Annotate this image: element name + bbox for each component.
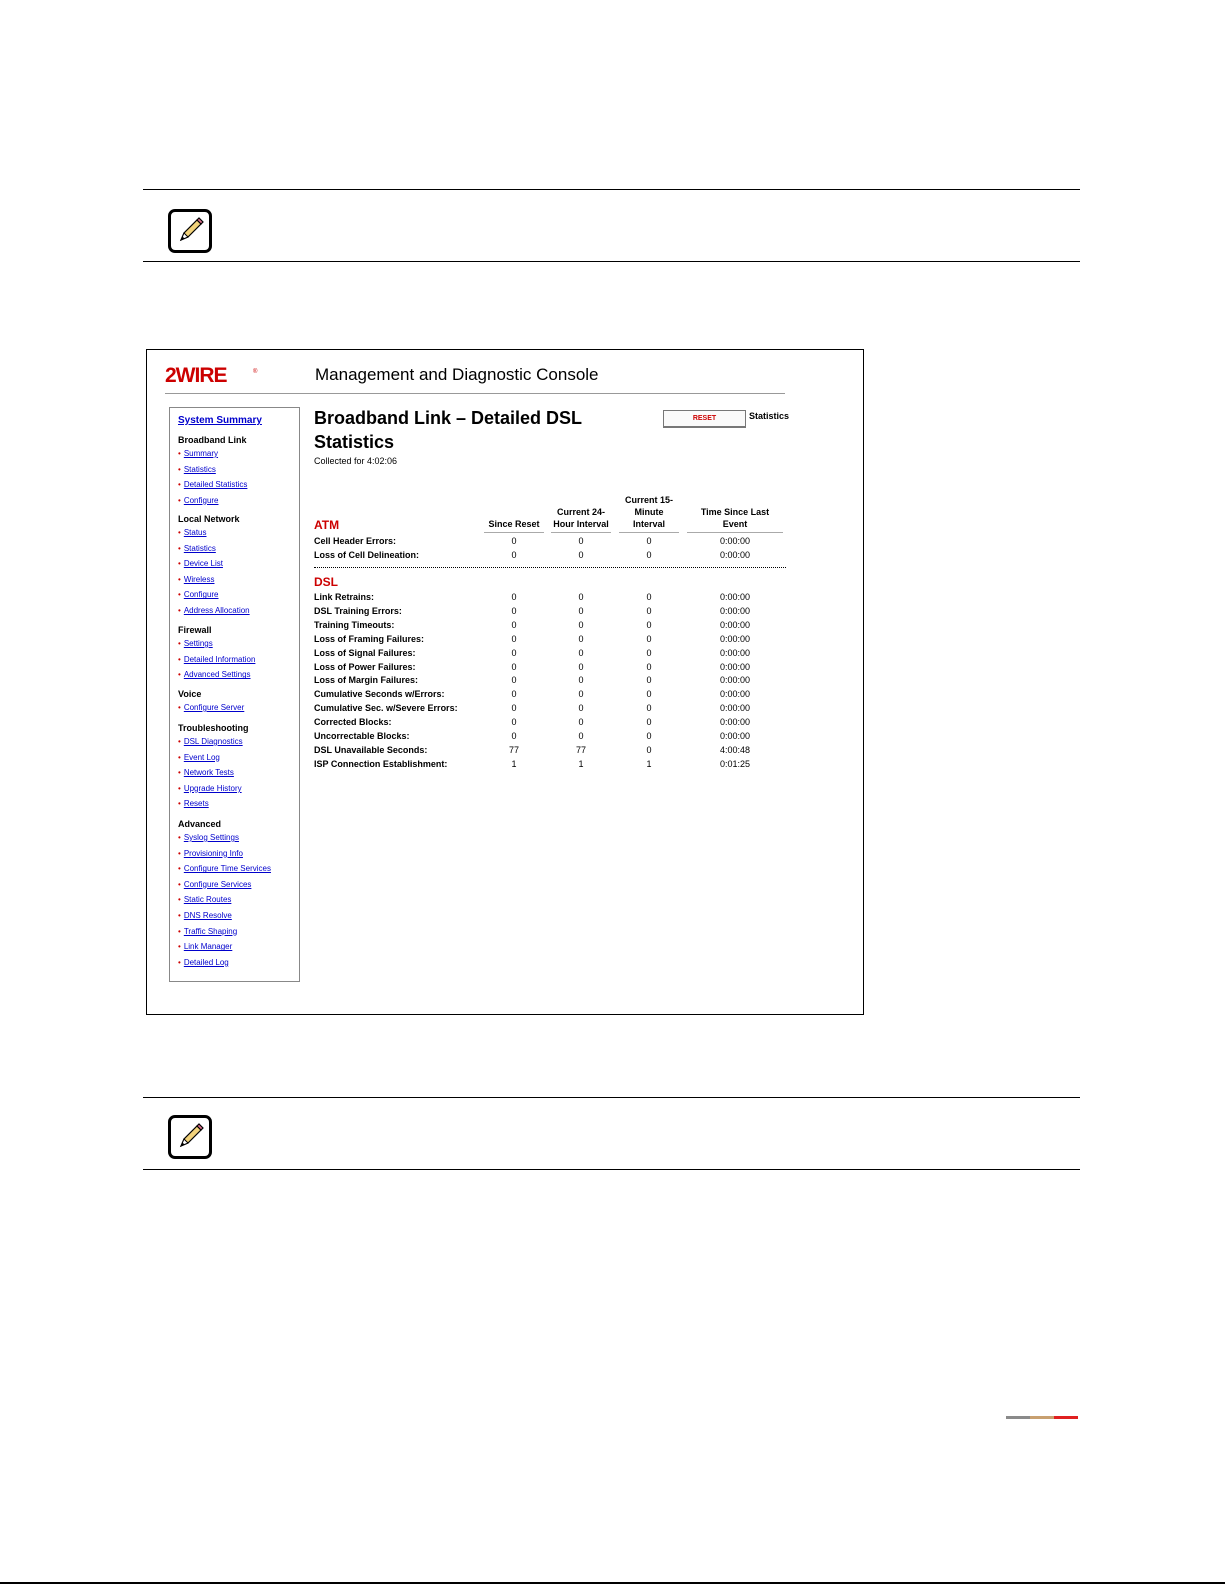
note2-top-rule xyxy=(143,1097,1080,1098)
stat-value: 0 xyxy=(578,605,584,616)
stat-value: 0 xyxy=(646,592,652,602)
stat-label: Loss of Power Failures: xyxy=(314,661,416,672)
stat-value: 0:00:00 xyxy=(719,703,751,714)
bullet-icon: • xyxy=(178,590,181,600)
bullet-icon: • xyxy=(178,639,181,648)
svg-text:2WIRE: 2WIRE xyxy=(165,366,227,386)
sidebar-item-link[interactable]: Syslog Settings xyxy=(183,833,239,842)
bullet-icon: • xyxy=(178,926,181,936)
stat-value: 0 xyxy=(578,592,584,602)
sidebar-item-link[interactable]: Wireless xyxy=(183,574,215,584)
stat-value: 0:00:00 xyxy=(719,592,751,602)
bullet-icon: • xyxy=(178,799,181,809)
stat-label: Loss of Cell Delineation: xyxy=(314,549,420,560)
stat-value: 0 xyxy=(646,689,652,700)
sidebar-item-link[interactable]: Device List xyxy=(183,559,223,569)
stat-value: 0 xyxy=(511,619,517,630)
column-header-rule xyxy=(687,532,783,533)
stat-value: 0 xyxy=(578,731,584,741)
stat-label: Corrected Blocks: xyxy=(314,717,392,728)
sidebar-item-advanced-configure-time-services[interactable] xyxy=(178,864,271,873)
sidebar-item-troubleshooting-resets[interactable] xyxy=(178,799,209,808)
sidebar-item-link[interactable]: Detailed Statistics xyxy=(183,480,248,490)
collected-duration: Collected for 4:02:06 xyxy=(314,456,398,466)
stat-value: 0 xyxy=(646,633,652,644)
sidebar-item-link[interactable]: DSL Diagnostics xyxy=(183,737,243,746)
bullet-icon: • xyxy=(178,768,181,778)
console-title: Management and Diagnostic Console xyxy=(315,365,599,384)
sidebar-item-link[interactable]: Configure Time Services xyxy=(183,864,271,874)
bullet-icon: • xyxy=(178,495,181,505)
bullet-icon: • xyxy=(178,957,181,967)
bullet-icon: • xyxy=(178,911,181,920)
column-header-rule xyxy=(619,532,679,533)
stat-value: 0 xyxy=(511,549,517,560)
stat-value: 1 xyxy=(646,758,652,769)
stat-value: 0 xyxy=(646,717,652,728)
sidebar-item-advanced-syslog-settings[interactable] xyxy=(178,833,239,842)
stat-value: 0:00:00 xyxy=(719,549,751,560)
footer-color-bars xyxy=(1006,1416,1078,1419)
sidebar-item-link[interactable]: Configure xyxy=(183,590,219,600)
stat-label: DSL Training Errors: xyxy=(314,605,402,616)
sidebar-group-firewall: Firewall xyxy=(178,625,212,635)
pencil-note-icon xyxy=(168,1115,212,1159)
stat-value: 0:00:00 xyxy=(719,661,751,672)
sidebar-item-troubleshooting-network-tests[interactable] xyxy=(178,768,234,777)
sidebar-item-voice-configure-server[interactable] xyxy=(178,703,244,712)
sidebar-item-link[interactable]: Summary xyxy=(183,449,219,458)
stat-label: Cumulative Seconds w/Errors: xyxy=(314,689,445,700)
column-header: Time Since Last Event xyxy=(700,507,770,529)
bullet-icon: • xyxy=(178,848,181,858)
section-divider xyxy=(314,567,786,568)
stat-value: 0 xyxy=(578,536,584,546)
stat-value: 0 xyxy=(646,744,652,755)
stat-value: 0 xyxy=(511,647,517,658)
bullet-icon: • xyxy=(178,559,181,569)
sidebar-item-local-network-device-list[interactable] xyxy=(178,559,223,568)
bullet-icon: • xyxy=(178,864,181,874)
column-header-rule xyxy=(551,532,611,533)
sidebar-group-advanced: Advanced xyxy=(178,819,222,829)
sidebar-item-firewall-advanced-settings[interactable] xyxy=(178,670,251,679)
stat-value: 0 xyxy=(511,536,517,546)
sidebar-item-troubleshooting-dsl-diagnostics[interactable] xyxy=(178,737,243,746)
stat-value: 0:00:00 xyxy=(719,717,751,728)
reset-button-label: Statistics xyxy=(749,411,790,421)
sidebar-item-link[interactable]: Status xyxy=(183,528,207,537)
sidebar-item-link[interactable]: Traffic Shaping xyxy=(183,926,238,936)
stat-value: 0 xyxy=(511,675,517,686)
bullet-icon: • xyxy=(178,528,181,537)
sidebar-item-link[interactable]: Address Allocation xyxy=(183,606,250,615)
sidebar-item-advanced-dns-resolve[interactable] xyxy=(178,911,232,920)
stat-value: 0 xyxy=(511,703,517,714)
stat-value: 0 xyxy=(578,647,584,658)
sidebar-item-local-network-address-allocation[interactable] xyxy=(178,606,250,615)
sidebar-item-link[interactable]: Event Log xyxy=(183,752,220,762)
sidebar-system-summary-link[interactable]: System Summary xyxy=(178,415,262,426)
sidebar-item-local-network-status[interactable] xyxy=(178,528,207,537)
note2-bottom-rule xyxy=(143,1169,1080,1170)
note-bottom-rule xyxy=(143,261,1080,262)
sidebar-item-local-network-statistics[interactable] xyxy=(178,544,216,553)
sidebar-item-advanced-traffic-shaping[interactable] xyxy=(178,927,237,936)
sidebar-nav xyxy=(169,407,300,982)
stat-value: 0 xyxy=(578,661,584,672)
stat-value: 0:00:00 xyxy=(719,731,751,741)
footer-bar-red xyxy=(1054,1416,1078,1419)
sidebar-item-link[interactable]: Provisioning Info xyxy=(183,848,243,858)
note-top-rule xyxy=(143,189,1080,190)
stat-value: 0 xyxy=(511,633,517,644)
stat-label: DSL Unavailable Seconds: xyxy=(314,744,428,755)
stat-value: 0 xyxy=(578,689,584,700)
stat-value: 0 xyxy=(646,536,652,546)
sidebar-group-local-network: Local Network xyxy=(178,514,240,524)
sidebar-item-broadband-link-statistics[interactable] xyxy=(178,465,216,474)
stat-value: 0 xyxy=(511,717,517,728)
stat-value: 0:00:00 xyxy=(719,536,751,546)
stat-value: 0 xyxy=(578,549,584,560)
stat-value: 0:01:25 xyxy=(719,758,751,769)
footer-bar-gray xyxy=(1006,1416,1030,1419)
sidebar-item-advanced-configure-services[interactable] xyxy=(178,880,251,889)
title-divider xyxy=(165,393,785,394)
stat-value: 77 xyxy=(508,744,519,755)
bullet-icon: • xyxy=(178,670,181,680)
stat-label: ISP Connection Establishment: xyxy=(314,758,448,769)
bullet-icon: • xyxy=(178,654,181,664)
bullet-icon: • xyxy=(178,464,181,474)
stat-label: Loss of Framing Failures: xyxy=(314,633,425,644)
stat-value: 0:00:00 xyxy=(719,619,751,630)
sidebar-item-link[interactable]: Statistics xyxy=(183,543,216,553)
footer-bar-tan xyxy=(1030,1416,1054,1419)
sidebar-item-local-network-configure[interactable] xyxy=(178,590,219,599)
bullet-icon: • xyxy=(178,703,181,712)
bullet-icon: • xyxy=(178,606,181,615)
stat-value: 0:00:00 xyxy=(719,647,751,658)
sidebar-item-link[interactable]: Detailed Log xyxy=(183,957,229,967)
stat-value: 0 xyxy=(511,661,517,672)
bullet-icon: • xyxy=(178,833,181,842)
sidebar-item-link[interactable]: Configure Server xyxy=(183,703,245,712)
sidebar-item-link[interactable]: Advanced Settings xyxy=(183,670,251,680)
sidebar-item-firewall-detailed-information[interactable] xyxy=(178,655,255,664)
stat-value: 1 xyxy=(511,758,517,769)
page-title: Broadband Link – Detailed DSL Statistics xyxy=(314,408,582,452)
stat-value: 0 xyxy=(578,675,584,686)
sidebar-item-link[interactable]: Link Manager xyxy=(183,942,233,952)
stat-label: Loss of Margin Failures: xyxy=(314,675,419,686)
stat-value: 77 xyxy=(575,744,586,755)
sidebar-item-advanced-detailed-log[interactable] xyxy=(178,958,229,967)
sidebar-item-link[interactable]: DNS Resolve xyxy=(183,911,232,920)
console-screenshot xyxy=(146,349,864,1015)
stat-value: 0:00:00 xyxy=(719,689,751,700)
svg-text:®: ® xyxy=(253,369,258,375)
stat-value: 0 xyxy=(646,703,652,714)
sidebar-item-advanced-provisioning-info[interactable] xyxy=(178,849,243,858)
stat-label: Loss of Signal Failures: xyxy=(314,647,416,658)
bullet-icon: • xyxy=(178,752,181,762)
sidebar-item-advanced-link-manager[interactable] xyxy=(178,942,232,951)
column-header: Current 15-Minute Interval xyxy=(624,495,673,529)
sidebar-item-local-network-wireless[interactable] xyxy=(178,575,214,584)
sidebar-item-link[interactable]: Statistics xyxy=(183,464,216,474)
sidebar-item-broadband-link-summary[interactable] xyxy=(178,449,218,458)
sidebar-item-broadband-link-detailed-statistics[interactable] xyxy=(178,480,247,489)
section-atm: ATM xyxy=(314,518,340,532)
sidebar-item-link[interactable]: Configure xyxy=(183,495,219,505)
stat-value: 0 xyxy=(578,703,584,714)
bullet-icon: • xyxy=(178,783,181,793)
2wire-logo xyxy=(165,366,261,386)
sidebar-item-link[interactable]: Configure Services xyxy=(183,879,252,889)
sidebar-item-link[interactable]: Static Routes xyxy=(183,895,232,905)
stat-value: 0 xyxy=(578,633,584,644)
stat-value: 0 xyxy=(578,619,584,630)
pencil-note-icon xyxy=(168,209,212,253)
sidebar-item-advanced-static-routes[interactable] xyxy=(178,895,231,904)
stat-value: 1 xyxy=(578,758,584,769)
bullet-icon: • xyxy=(178,449,181,458)
column-header: Since Reset xyxy=(488,519,540,529)
bullet-icon: • xyxy=(178,574,181,584)
bullet-icon: • xyxy=(178,480,181,490)
stat-value: 0 xyxy=(511,689,517,700)
stat-value: 0:00:00 xyxy=(719,675,751,686)
bullet-icon: • xyxy=(178,543,181,553)
sidebar-group-broadband-link: Broadband Link xyxy=(178,435,247,445)
stat-value: 0 xyxy=(646,605,652,616)
stat-value: 4:00:48 xyxy=(719,744,751,755)
stat-value: 0 xyxy=(578,717,584,728)
stat-label: Uncorrectable Blocks: xyxy=(314,731,410,741)
bullet-icon: • xyxy=(178,895,181,905)
stat-label: Training Timeouts: xyxy=(314,619,395,630)
stat-value: 0 xyxy=(646,647,652,658)
stat-value: 0 xyxy=(646,675,652,686)
column-header: Current 24-Hour Interval xyxy=(553,507,609,529)
stat-value: 0 xyxy=(646,661,652,672)
sidebar-item-troubleshooting-event-log[interactable] xyxy=(178,753,220,762)
stat-label: Link Retrains: xyxy=(314,592,375,602)
section-dsl: DSL xyxy=(314,575,338,589)
sidebar-item-troubleshooting-upgrade-history[interactable] xyxy=(178,784,242,793)
bullet-icon: • xyxy=(178,737,181,746)
stat-value: 0 xyxy=(511,592,517,602)
stat-value: 0 xyxy=(646,731,652,741)
bullet-icon: • xyxy=(178,942,181,952)
stat-label: Cumulative Sec. w/Severe Errors: xyxy=(314,703,458,714)
sidebar-group-troubleshooting: Troubleshooting xyxy=(178,723,249,733)
stat-value: 0 xyxy=(511,731,517,741)
reset-statistics-button[interactable]: RESET xyxy=(663,410,746,428)
stat-label: Cell Header Errors: xyxy=(314,536,397,546)
sidebar-item-broadband-link-configure[interactable] xyxy=(178,496,219,505)
bullet-icon: • xyxy=(178,879,181,889)
page-bottom-rule xyxy=(0,1582,1225,1584)
sidebar-item-link[interactable]: Upgrade History xyxy=(183,783,242,793)
sidebar-item-link[interactable]: Network Tests xyxy=(183,768,234,778)
stat-value: 0:00:00 xyxy=(719,633,751,644)
stat-value: 0 xyxy=(646,619,652,630)
column-header-rule xyxy=(484,532,544,533)
sidebar-item-link[interactable]: Resets xyxy=(183,799,209,809)
sidebar-item-firewall-settings[interactable] xyxy=(178,639,213,648)
sidebar-item-link[interactable]: Detailed Information xyxy=(183,654,256,664)
sidebar-group-voice: Voice xyxy=(178,689,202,699)
stat-value: 0:00:00 xyxy=(719,605,751,616)
stat-value: 0 xyxy=(646,549,652,560)
sidebar-item-link[interactable]: Settings xyxy=(183,639,213,648)
stat-value: 0 xyxy=(511,605,517,616)
